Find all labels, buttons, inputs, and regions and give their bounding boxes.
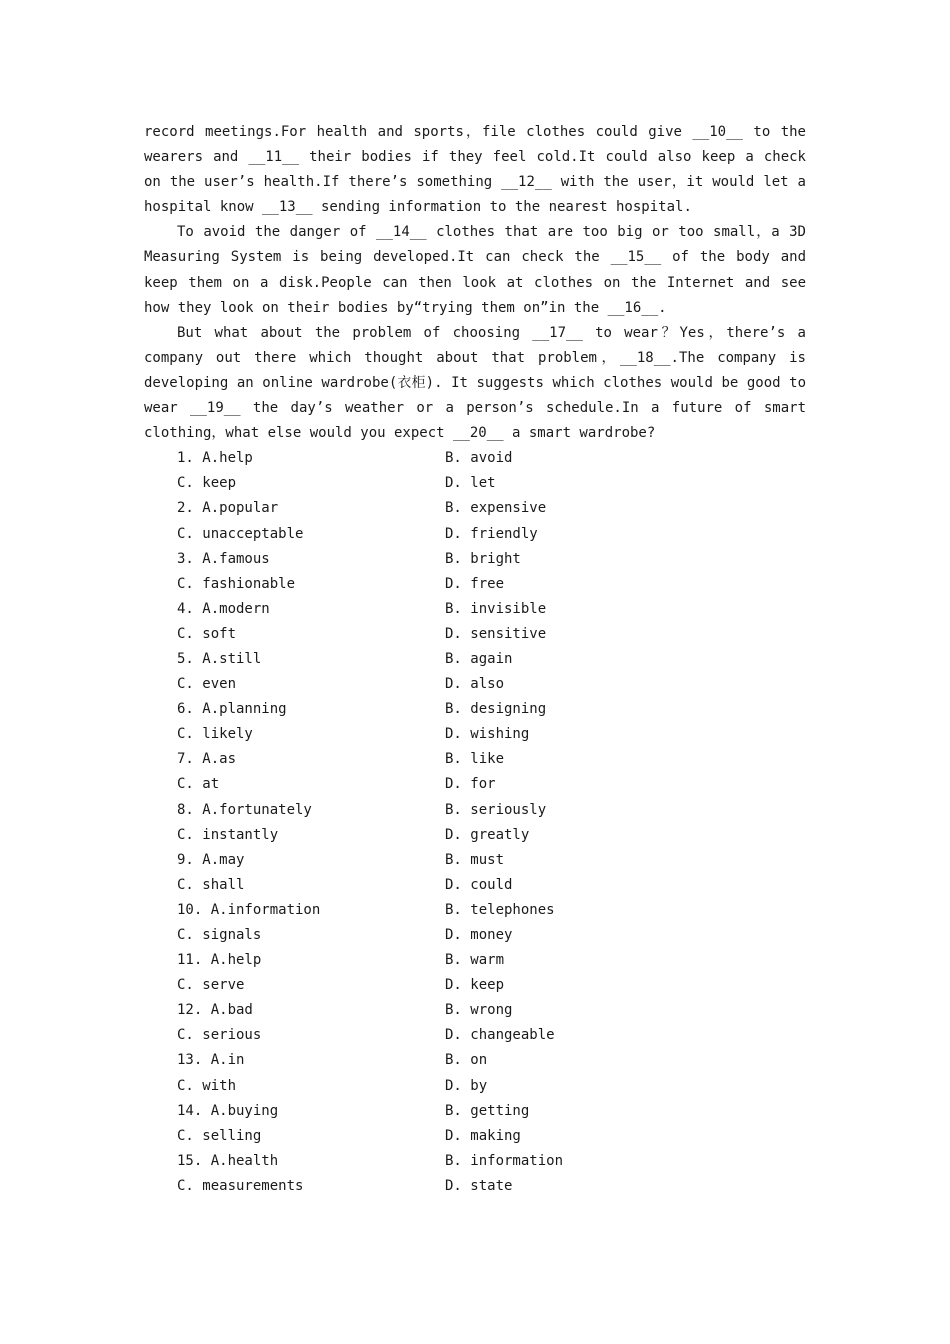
option-left: 7. A.as [177,751,237,768]
option-left: 13. A.in [177,1052,245,1069]
option-right: D. making [445,1127,521,1144]
document-page [144,120,806,1199]
option-left: C. measurements [177,1177,304,1194]
option-row [177,798,806,823]
option-right: B. warm [445,952,505,969]
option-right: D. sensitive [445,625,547,642]
option-right: D. let [445,475,496,492]
option-left: C. signals [177,927,262,943]
option-left: 2. A.popular [177,500,279,517]
option-left: 12. A.bad [177,1002,253,1019]
option-left: 6. A.planning [177,701,287,718]
option-row [177,672,806,697]
option-row [177,1124,806,1149]
option-right: D. by [445,1077,488,1094]
option-left: C. with [177,1077,237,1094]
option-row [177,471,806,496]
option-row [177,823,806,848]
option-row [177,772,806,797]
option-right: B. avoid [445,450,513,467]
option-row [177,1174,806,1199]
option-right: D. also [445,676,505,693]
option-row [177,1099,806,1124]
option-row [177,948,806,973]
passage-paragraph: But what about the problem of choosing __17__ to wear？Yes，there’s a company out there which thought about that problem，__18__.The company is developing an online wardrobe(衣柜). It suggests which clothes would be good to wear __19__ the day’s weather or a person’s schedule.In a future of smart clothing，what else would you expect __20__ a smart wardrobe? [144,324,806,442]
option-right: B. getting [445,1102,530,1119]
option-left: C. shall [177,876,245,893]
option-right: B. on [445,1052,488,1069]
option-left: 5. A.still [177,650,262,667]
option-right: B. bright [445,550,521,567]
option-right: B. like [445,751,505,768]
option-left: 1. A.help [177,450,253,467]
option-row [177,522,806,547]
option-row [177,496,806,521]
passage [144,120,806,446]
option-left: 8. A.fortunately [177,801,312,818]
option-row [177,923,806,948]
option-row [177,446,806,471]
option-row [177,622,806,647]
option-left: C. fashionable [177,575,296,592]
option-right: B. wrong [445,1002,513,1019]
option-right: B. expensive [445,500,547,517]
option-left: C. likely [177,726,253,743]
option-right: B. must [445,851,505,868]
option-row [177,697,806,722]
option-row [177,547,806,572]
option-left: 15. A.health [177,1152,279,1169]
option-row [177,647,806,672]
option-right: B. information [445,1152,564,1169]
option-row [177,597,806,622]
option-row [177,1149,806,1174]
option-row [177,873,806,898]
option-right: D. for [445,776,496,793]
option-row [177,722,806,747]
option-left: C. at [177,776,220,793]
option-row [177,1023,806,1048]
option-row [177,1074,806,1099]
option-right: D. wishing [445,726,530,743]
option-right: D. changeable [445,1027,555,1044]
option-right: D. free [445,575,505,592]
option-right: D. keep [445,977,505,994]
option-row [177,747,806,772]
option-left: 4. A.modern [177,600,270,617]
option-left: C. soft [177,625,237,642]
option-left: 11. A.help [177,952,262,969]
option-left: 3. A.famous [177,550,270,567]
option-row [177,998,806,1023]
option-left: C. serious [177,1027,262,1044]
option-row [177,572,806,597]
passage-paragraph: record meetings.For health and sports，file clothes could give __10__ to the wearers and __11__ their bodies if they feel cold.It could also keep a check on the user’s health.If there’s something __12__ with the user，it would let a hospital know __13__ sending information to the nearest hospital. [144,124,806,216]
option-left: C. selling [177,1127,262,1144]
option-right: D. money [445,927,513,943]
option-right: D. friendly [445,525,538,542]
option-right: B. designing [445,701,547,718]
option-right: B. again [445,650,513,667]
options-list [177,446,806,1199]
option-row [177,1048,806,1073]
passage-paragraph: To avoid the danger of __14__ clothes that are too big or too small，a 3D Measuring System is being developed.It can check the __15__ of the body and keep them on a disk.People can then look at clothes on the Internet and see how they look on their bodies by“trying them on”in the __16__. [144,224,806,316]
option-left: 9. A.may [177,851,245,868]
option-row [177,898,806,923]
option-right: D. state [445,1177,513,1194]
option-right: B. seriously [445,801,547,818]
option-row [177,973,806,998]
option-right: B. invisible [445,600,547,617]
option-left: C. even [177,676,237,693]
option-left: 14. A.buying [177,1102,279,1119]
option-left: C. unacceptable [177,525,304,542]
option-right: D. could [445,876,513,893]
option-left: C. instantly [177,826,279,843]
option-right: D. greatly [445,826,530,843]
option-right: B. telephones [445,901,555,918]
option-left: 10. A.information [177,901,321,918]
option-row [177,848,806,873]
option-left: C. serve [177,977,245,994]
option-left: C. keep [177,475,237,492]
